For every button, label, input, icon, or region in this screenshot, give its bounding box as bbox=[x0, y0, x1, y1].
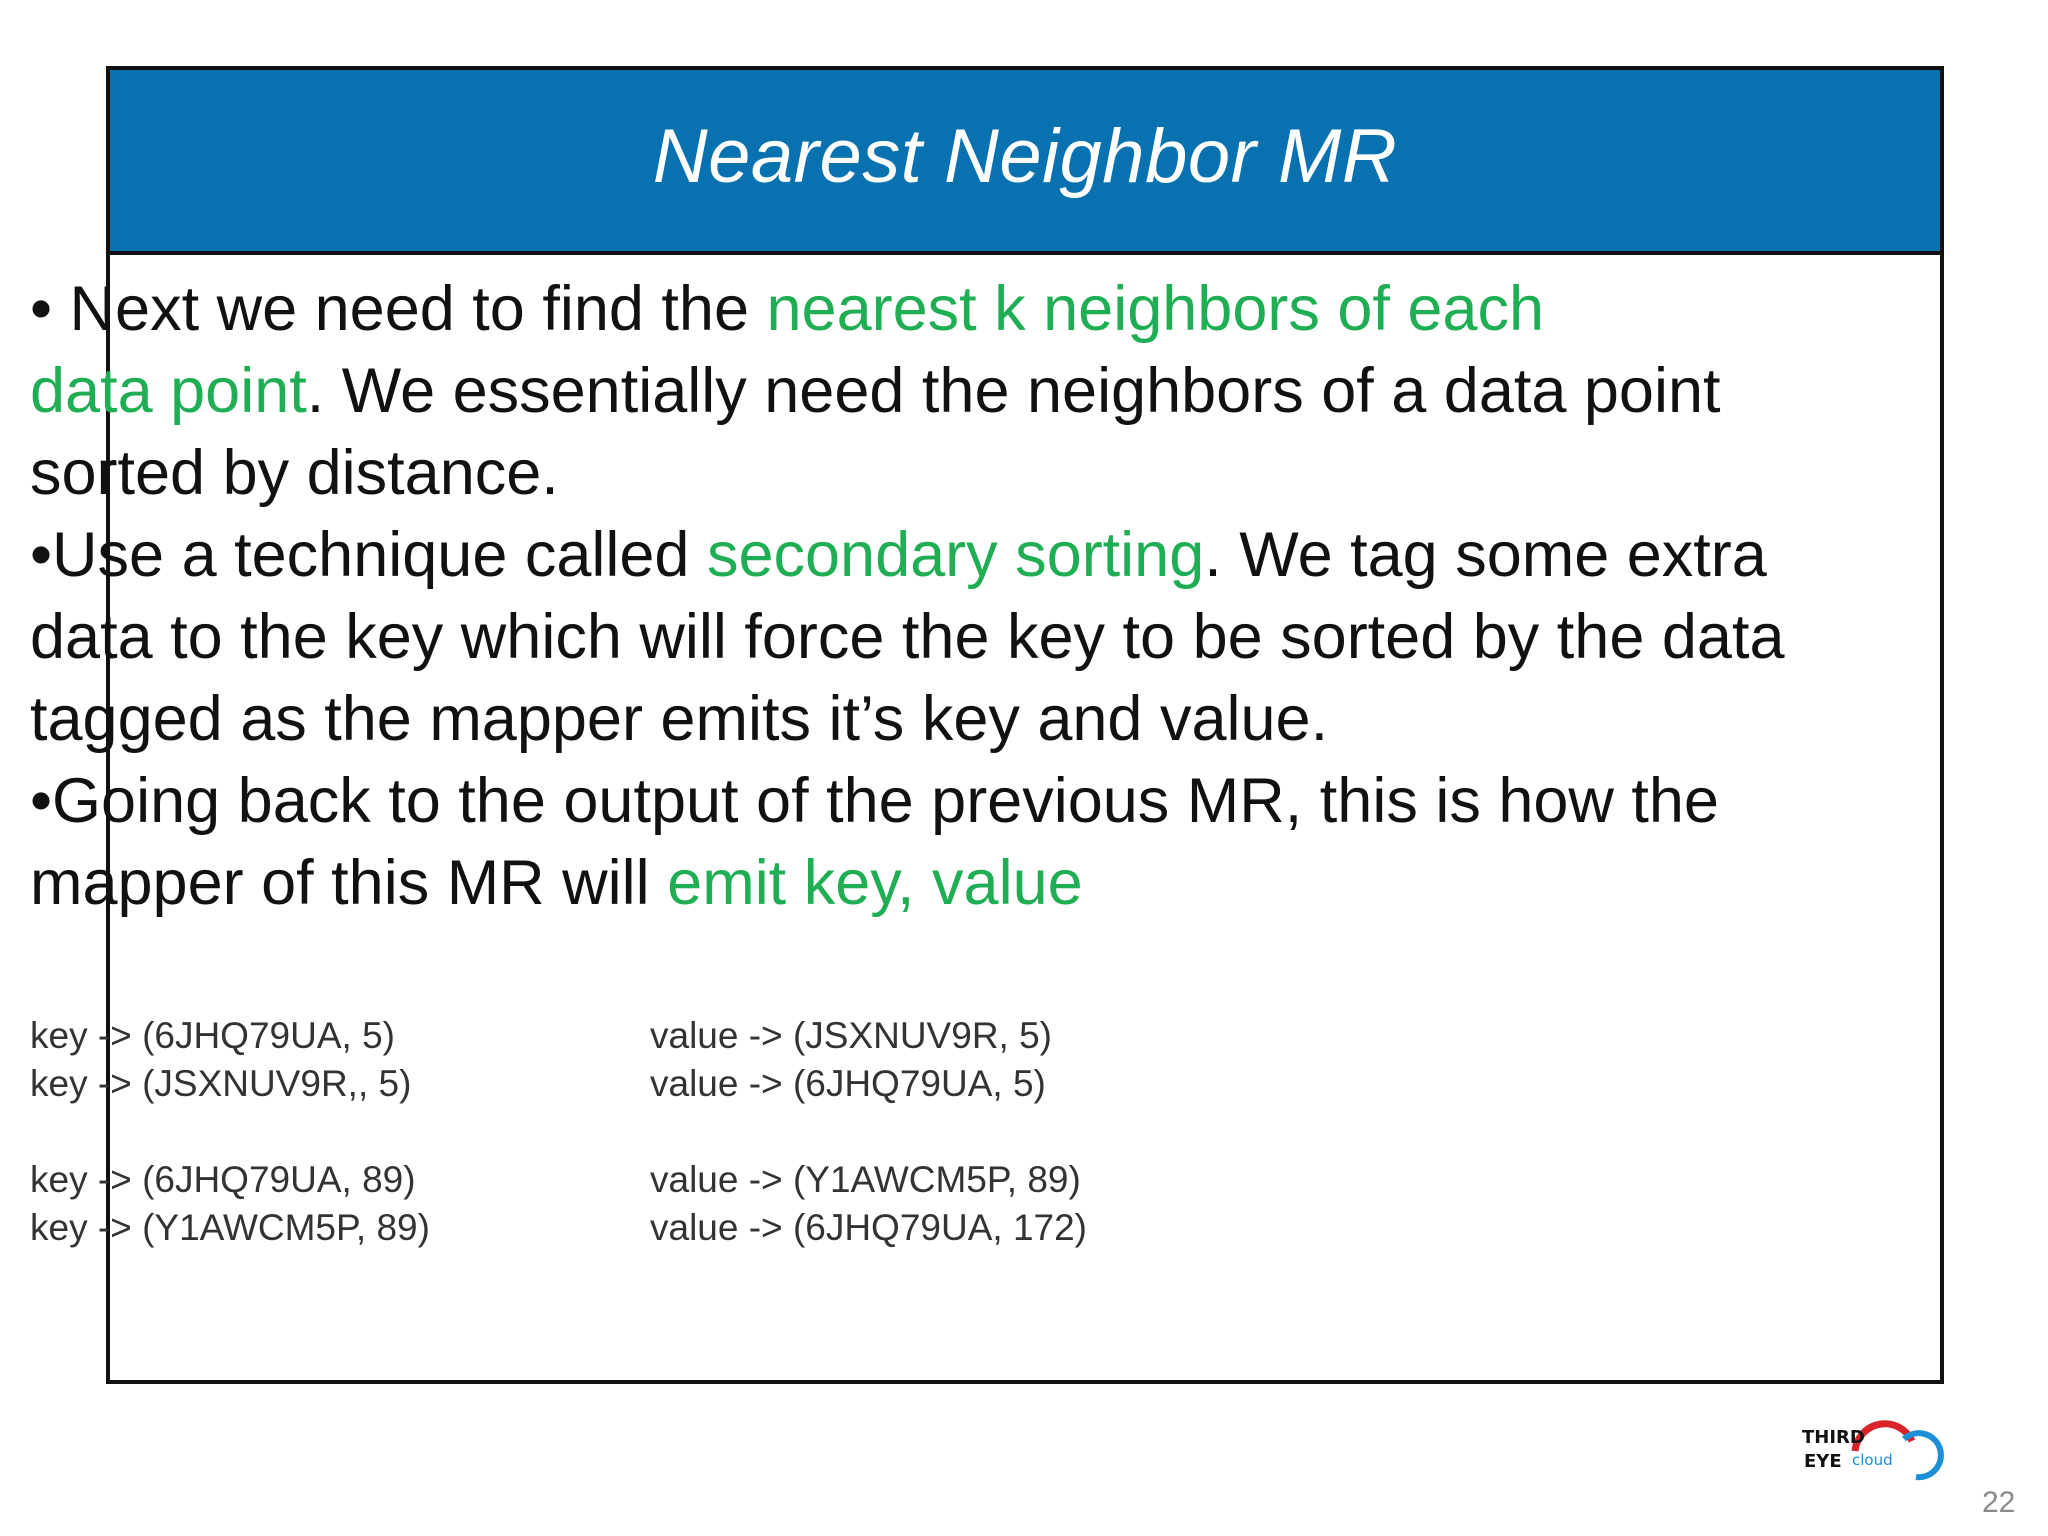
pair-row bbox=[30, 1060, 1130, 1108]
bullet-1-text-a: • Next we need to find the bbox=[30, 274, 767, 344]
bullet-2 bbox=[30, 514, 1810, 760]
pair-spacer bbox=[30, 1108, 1130, 1156]
pair-value: value -> (JSXNUV9R, 5) bbox=[650, 1015, 1052, 1056]
bullet-1 bbox=[30, 268, 1810, 514]
bullet-3-text: •Going back to the output of the previous MR, this is how the mapper of this MR will bbox=[30, 766, 1719, 918]
bullet-3 bbox=[30, 760, 1810, 924]
pair-row bbox=[30, 1012, 1130, 1060]
pair-value: value -> (6JHQ79UA, 5) bbox=[650, 1063, 1046, 1104]
title-bar bbox=[110, 70, 1940, 255]
slide-body bbox=[30, 268, 1810, 924]
pair-value: value -> (6JHQ79UA, 172) bbox=[650, 1207, 1088, 1248]
bullet-3-highlight: emit key, value bbox=[667, 848, 1083, 918]
third-eye-cloud-logo bbox=[1800, 1415, 1950, 1485]
pair-key: key -> (6JHQ79UA, 89) bbox=[30, 1159, 416, 1200]
bullet-2-highlight: secondary sorting bbox=[706, 520, 1205, 590]
page-number: 22 bbox=[1982, 1486, 2016, 1519]
logo-text-small: cloud bbox=[1852, 1451, 1893, 1469]
pair-key: key -> (6JHQ79UA, 5) bbox=[30, 1015, 395, 1056]
bullet-1-text-b: . We essentially need the neighbors of a data point sorted by distance. bbox=[30, 356, 1721, 508]
logo-text-top: THIRD bbox=[1802, 1427, 1865, 1448]
pair-row bbox=[30, 1204, 1130, 1252]
key-value-pairs bbox=[30, 1012, 1130, 1252]
logo-icon bbox=[1800, 1415, 1950, 1485]
slide-title: Nearest Neighbor MR bbox=[652, 114, 1398, 199]
bullet-2-text-a: •Use a technique called bbox=[30, 520, 707, 590]
pair-row bbox=[30, 1156, 1130, 1204]
bullet-1-highlight-b: data point bbox=[30, 356, 307, 426]
bullet-1-highlight-a: nearest k neighbors of each bbox=[766, 274, 1545, 344]
pair-key: key -> (JSXNUV9R,, 5) bbox=[30, 1063, 412, 1104]
bullet-2-text-b: . We tag some extra data to the key which will force the key to be sorted by the data tagged as the mapper emits it’s key and value. bbox=[30, 520, 1785, 754]
logo-text-bottom: EYE bbox=[1804, 1451, 1842, 1472]
pair-key: key -> (Y1AWCM5P, 89) bbox=[30, 1207, 430, 1248]
pair-value: value -> (Y1AWCM5P, 89) bbox=[650, 1159, 1081, 1200]
